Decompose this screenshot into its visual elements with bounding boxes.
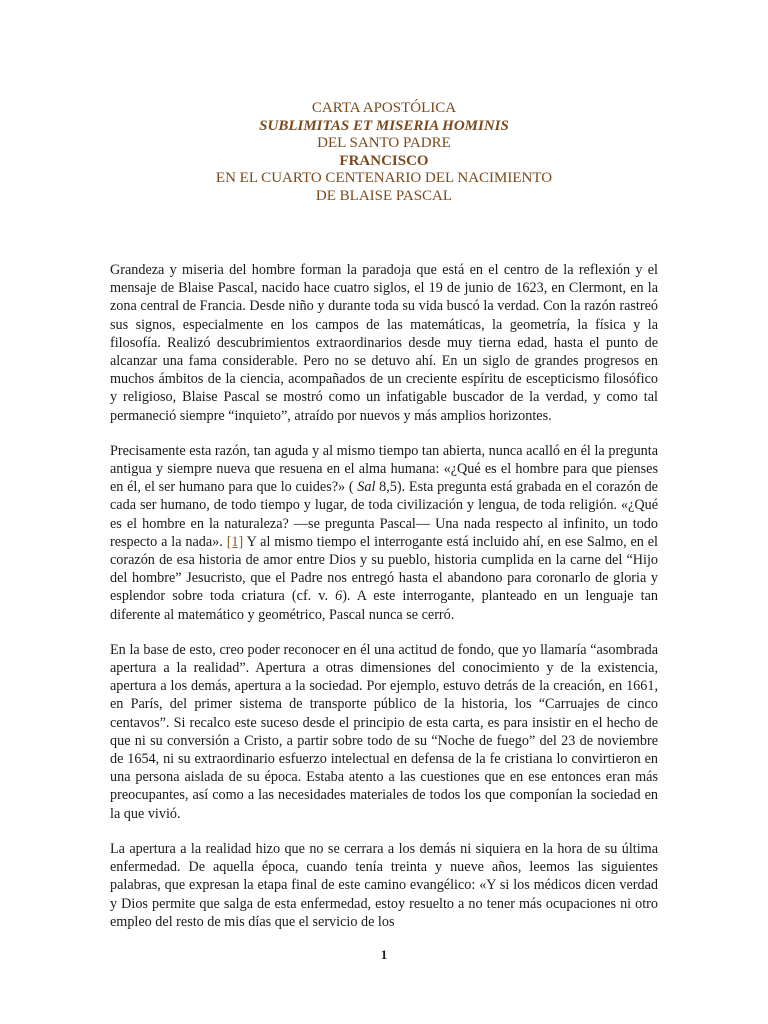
paragraph-1: Grandeza y miseria del hombre forman la paradoja que está en el centro de la reflexión y el mensaje de Blaise Pascal, nacido hace cuatro siglos, el 19 de junio de 1623, en Clermont, en la zona central de Francia. Desde niño y durante toda su vida buscó la verdad. Con la razón rastreó sus signos, especialmente en los campos de las matemáticas, la geometría, la física y la filosofía. Realizó descubrimientos extraordinarios desde muy tierna edad, hasta el punto de alcanzar una fama considerable. Pero no se detuvo ahí. En un siglo de grandes progresos en muchos ámbitos de la ciencia, acompañados de un creciente espíritu de escepticismo filosófico y religioso, Blaise Pascal se mostró como un infatigable buscador de la verdad, y como tal permaneció siempre “inquieto”, atraído por nuevos y más amplios horizontes. (110, 262, 658, 424)
verse-reference: 6 (335, 588, 343, 605)
heading-line-5: EN EL CUARTO CENTENARIO DEL NACIMIENTO (215, 170, 553, 186)
paragraph-2-part-d: ). A este interrogante, planteado en un lenguaje tan diferente al matemático y geométrico, Pascal nunca se cerró. (110, 588, 658, 623)
document-body (110, 261, 658, 931)
paragraph-2-part-a: Precisamente esta razón, tan aguda y al mismo tiempo tan abierta, nunca acalló en él la pregunta antigua y siempre nueva que resuena en el alma humana: «¿Qué es el hombre para que pienses en él, el ser humano para que lo cuides?» ( (110, 442, 658, 496)
paragraph-2 (110, 442, 658, 624)
heading-line-2: SUBLIMITAS ET MISERIA HOMINIS (259, 117, 509, 134)
heading-line-6: DE BLAISE PASCAL (315, 187, 453, 204)
document-heading (110, 100, 658, 205)
footnote-link-1[interactable]: [1] (226, 533, 244, 550)
heading-line-4: FRANCISCO (339, 152, 429, 169)
paragraph-2-part-c: Y al mismo tiempo el interrogante está incluido ahí, en ese Salmo, en el corazón de esa historia de amor entre Dios y su pueblo, historia cumplida en la carne del “Hijo del hombre” Jesucristo, que el Padre nos entregó hasta el abandono para coronarlo de gloria y esplendor sobre toda criatura (cf. v. (110, 533, 658, 605)
paragraph-3: En la base de esto, creo poder reconocer en él una actitud de fondo, que yo llamaría “asombrada apertura a la realidad”. Apertura a otras dimensiones del conocimiento y de la existencia, apertura a los demás, apertura a la sociedad. Por ejemplo, estuvo detrás de la creación, en 1661, en París, del primer sistema de transporte público de la historia, los “Carruajes de cinco centavos”. Si recalco este suceso desde el principio de esta carta, es para insistir en el hecho de que ni su conversión a Cristo, a partir sobre todo de su “Noche de fuego” del 23 de noviembre de 1654, ni su extraordinario esfuerzo intelectual en defensa de la fe cristiana lo convirtieron en una persona aislada de su época. Estaba atento a las cuestiones que en ese entonces eran más preocupantes, así como a las necesidades materiales de todos los que componían la sociedad en la que vivió. (110, 641, 658, 822)
paragraph-4: La apertura a la realidad hizo que no se cerrara a los demás ni siquiera en la hora de su última enfermedad. De aquella época, cuando tenía treinta y nueve años, leemos las siguientes palabras, que expresan la etapa final de este camino evangélico: «Y si los médicos dicen verdad y Dios permite que salga de esta enfermedad, estoy resuelto a no tener más ocupaciones ni otro empleo del resto de mis días que el servicio de los (110, 840, 658, 930)
heading-line-3: DEL SANTO PADRE (317, 135, 451, 151)
heading-line-1: CARTA APOSTÓLICA (311, 100, 457, 116)
page-number: 1 (380, 947, 388, 962)
psalm-reference: Sal (357, 479, 376, 496)
paragraph-2-part-b: 8,5). Esta pregunta está grabada en el corazón de cada ser humano, de todo tiempo y lugar, de toda civilización y lengua, de toda religión. «¿Qué es el hombre en la naturaleza? —se pregunta Pascal— Una nada respecto al infinito, un todo respecto a la nada». (110, 479, 658, 550)
document-page (110, 100, 658, 948)
